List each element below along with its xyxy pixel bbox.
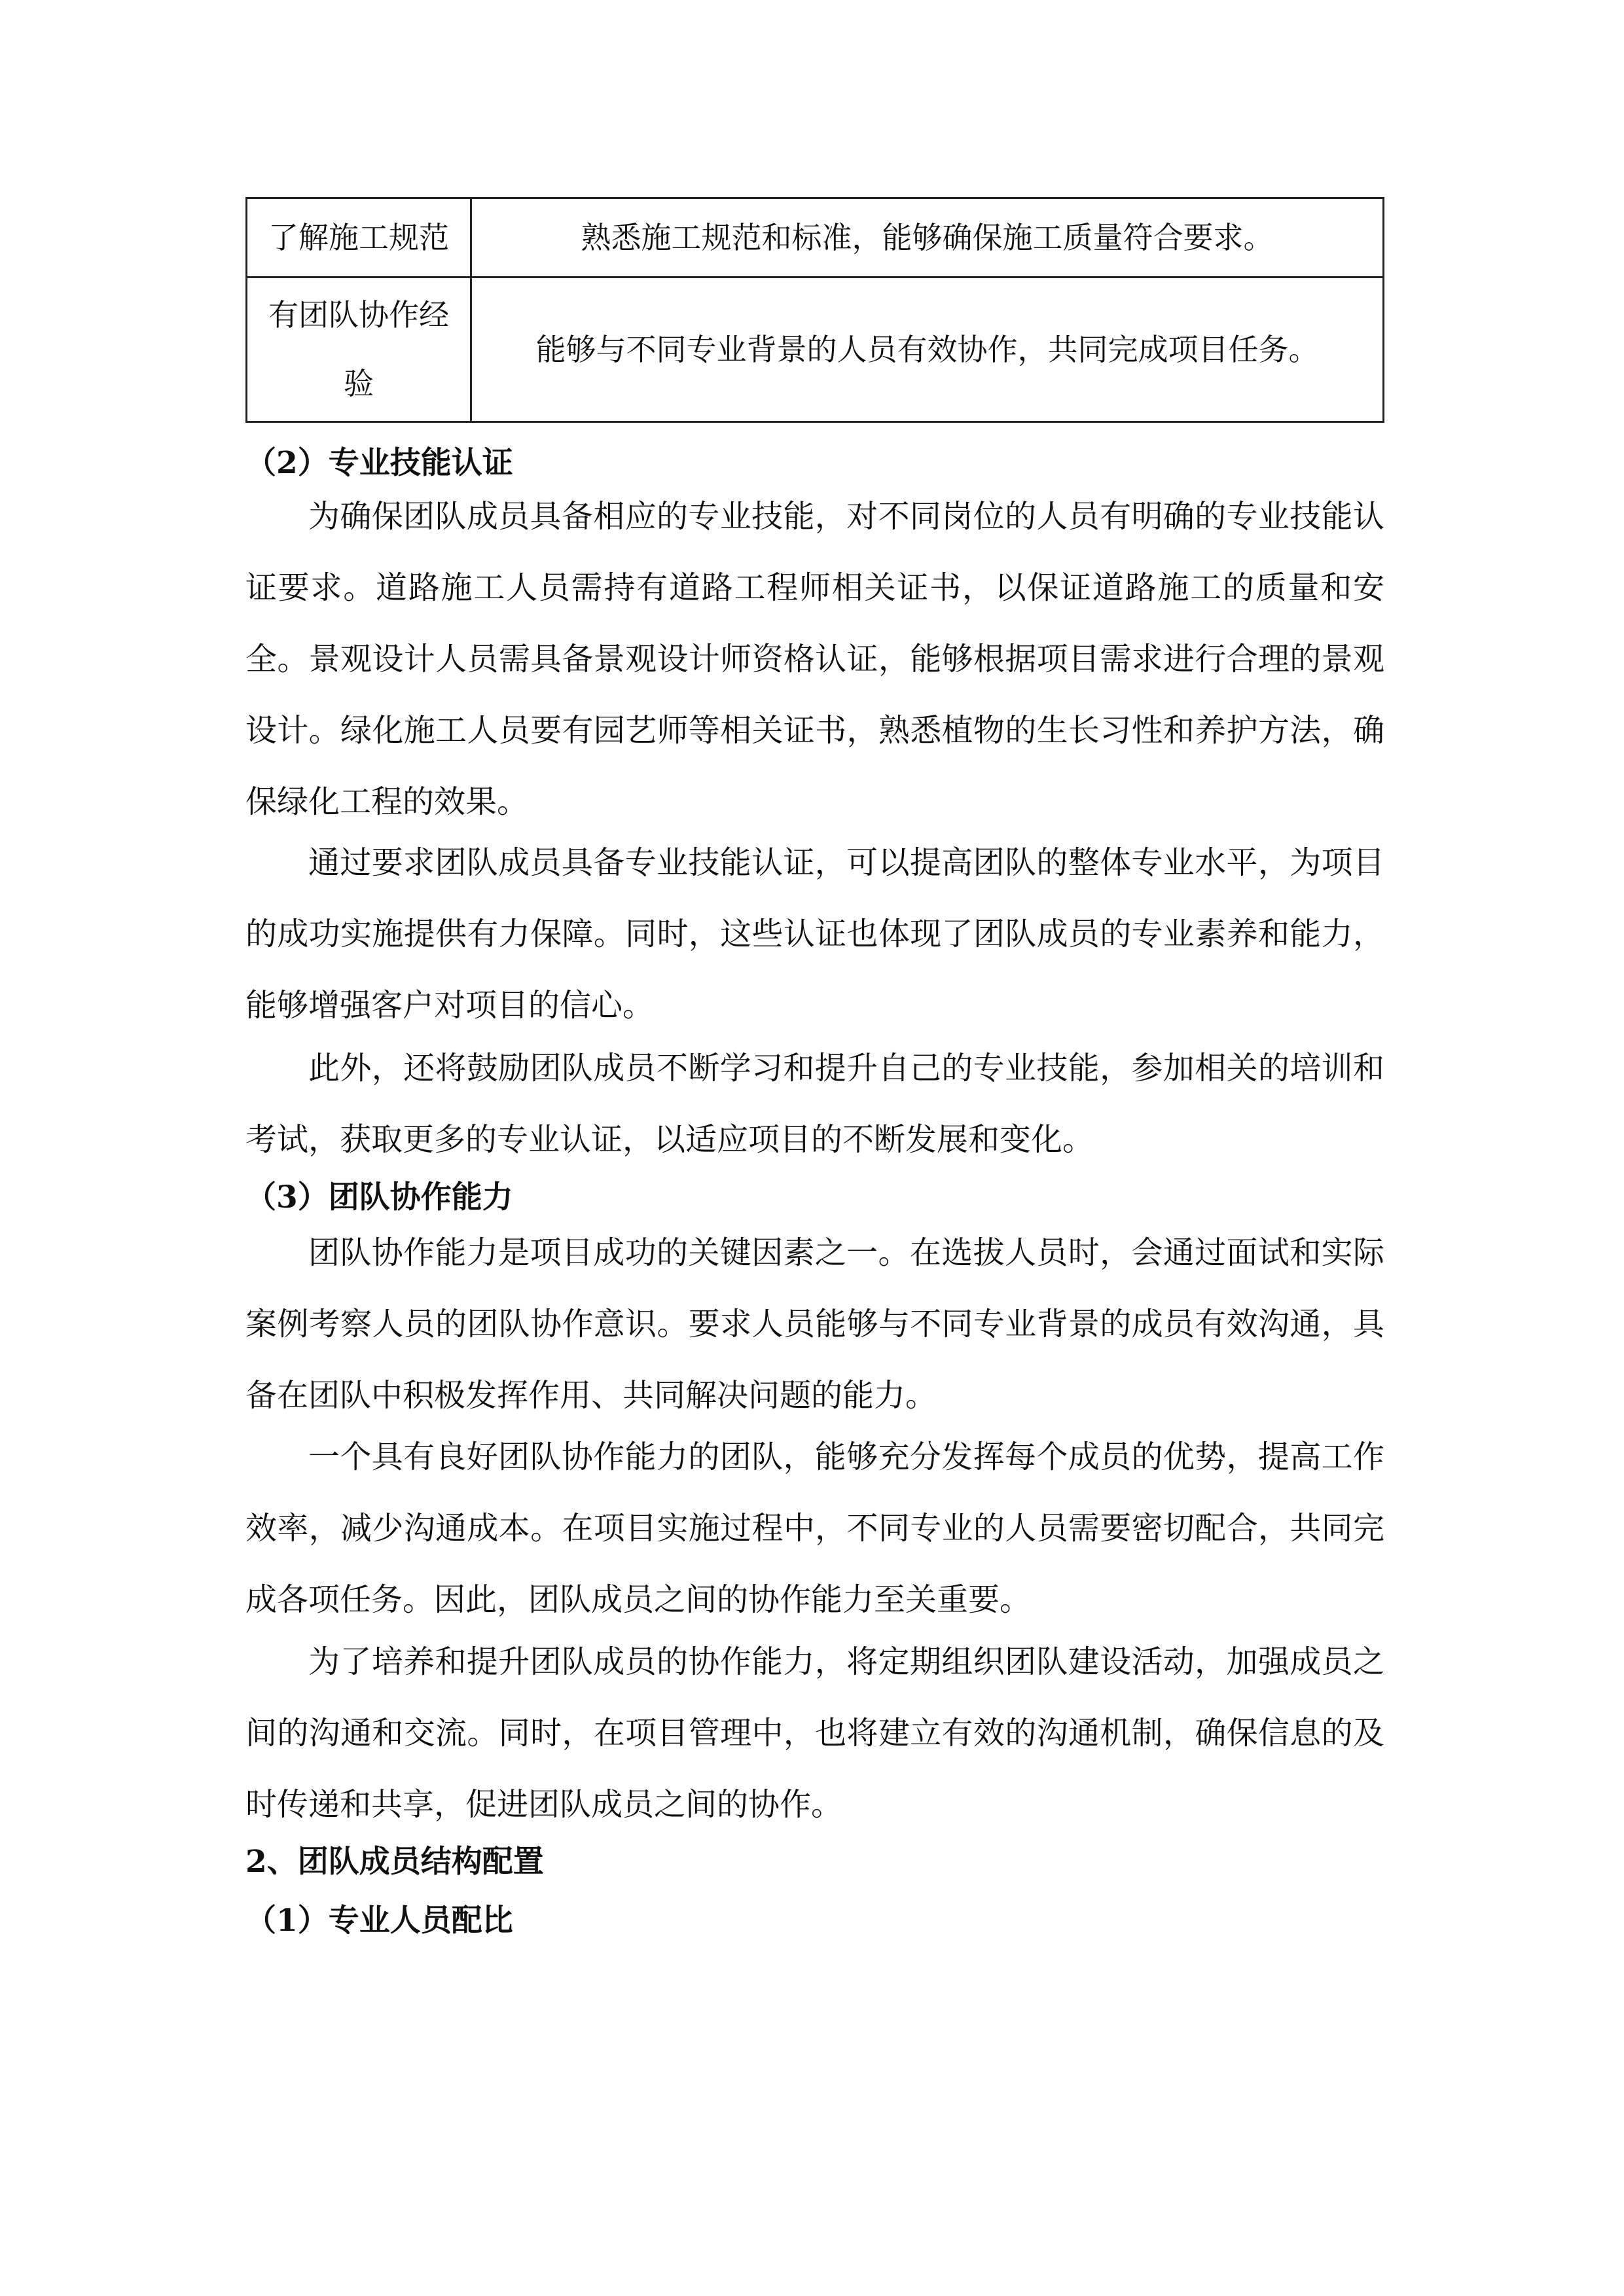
paragraph: 此外，还将鼓励团队成员不断学习和提升自己的专业技能，参加相关的培训和考试，获取更多的专业认证，以适应项目的不断发展和变化。	[245, 1050, 1384, 1158]
table-row	[247, 198, 1384, 278]
table-cell-description: 能够与不同专业背景的人员有效协作，共同完成项目任务。	[471, 278, 1384, 422]
section-heading-skill-certification: （2）专业技能认证	[245, 445, 513, 481]
paragraph: 为了培养和提升团队成员的协作能力，将定期组织团队建设活动，加强成员之间的沟通和交流。同时，在项目管理中，也将建立有效的沟通机制，确保信息的及时传递和共享，促进团队成员之间的协作。	[245, 1643, 1384, 1823]
section-heading-teamwork: （3）团队协作能力	[245, 1179, 513, 1215]
paragraph: 团队协作能力是项目成功的关键因素之一。在选拔人员时，会通过面试和实际案例考察人员的团队协作意识。要求人员能够与不同专业背景的成员有效沟通，具备在团队中积极发挥作用、共同解决问题的能力。	[245, 1234, 1384, 1414]
section-heading-team-structure: 2、团队成员结构配置	[245, 1844, 544, 1880]
table-row	[247, 278, 1384, 422]
table-cell-requirement: 了解施工规范	[247, 198, 471, 278]
paragraph: 为确保团队成员具备相应的专业技能，对不同岗位的人员有明确的专业技能认证要求。道路施工人员需持有道路工程师相关证书，以保证道路施工的质量和安全。景观设计人员需具备景观设计师资格认证，能够根据项目需求进行合理的景观设计。绿化施工人员要有园艺师等相关证书，熟悉植物的生长习性和养护方法，确保绿化工程的效果。	[245, 498, 1384, 820]
paragraph: 一个具有良好团队协作能力的团队，能够充分发挥每个成员的优势，提高工作效率，减少沟通成本。在项目实施过程中，不同专业的人员需要密切配合，共同完成各项任务。因此，团队成员之间的协作能力至关重要。	[245, 1439, 1384, 1618]
paragraph: 通过要求团队成员具备专业技能认证，可以提高团队的整体专业水平，为项目的成功实施提供有力保障。同时，这些认证也体现了团队成员的专业素养和能力，能够增强客户对项目的信心。	[245, 844, 1384, 1024]
table-cell-requirement: 有团队协作经验	[247, 278, 471, 422]
requirements-table	[245, 197, 1384, 423]
subheading-staff-ratio: （1）专业人员配比	[245, 1903, 513, 1939]
table-cell-description: 熟悉施工规范和标准，能够确保施工质量符合要求。	[471, 198, 1384, 278]
